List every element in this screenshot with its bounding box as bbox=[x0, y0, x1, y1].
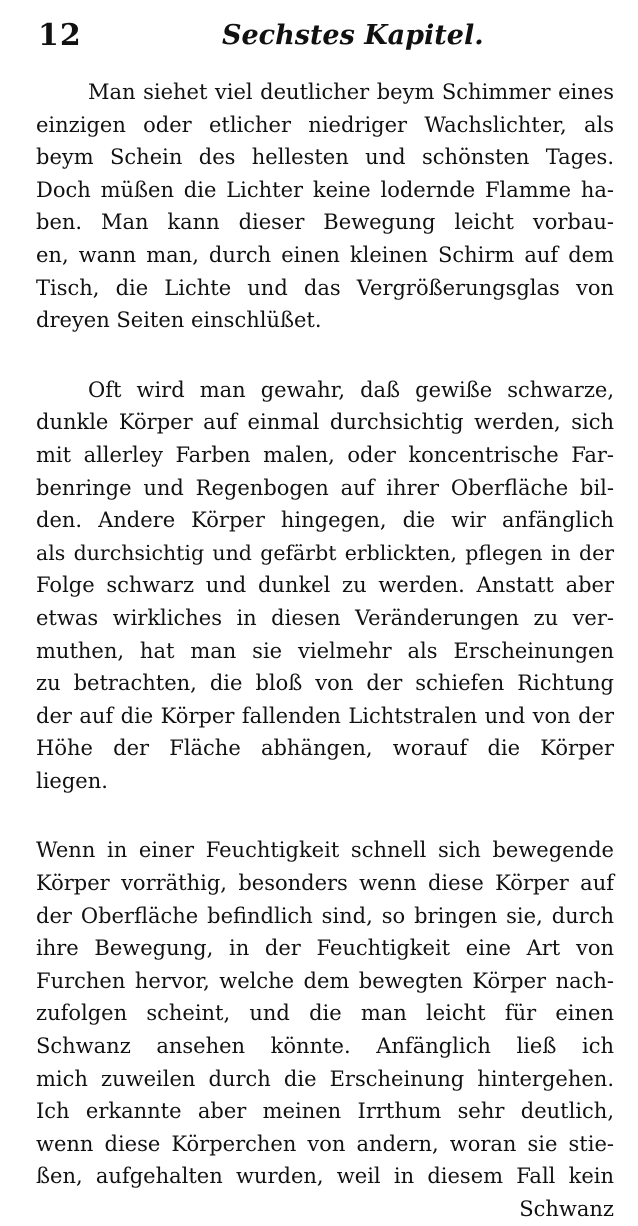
text-line: Doch müßen die Lichter keine lodernde Flamme ha- bbox=[36, 177, 614, 202]
paragraph-gap bbox=[36, 337, 614, 374]
text-line: ben. Man kann dieser Bewegung leicht vorbau- bbox=[36, 210, 614, 235]
text-line: Höhe der Fläche abhängen, worauf die Körper bbox=[36, 736, 614, 761]
catchword: Schwanz bbox=[519, 1197, 614, 1221]
text-line: benringe und Regenbogen auf ihrer Oberfläche bil- bbox=[36, 475, 614, 500]
running-head: Sechstes Kapitel. bbox=[222, 20, 484, 51]
text-line: als durchsichtig und gefärbt erblickten, pflegen in der bbox=[36, 540, 614, 565]
text-line: der Oberfläche befindlich sind, so bringen sie, durch bbox=[36, 903, 614, 928]
text-line: wenn diese Körperchen von andern, woran sie stie- bbox=[36, 1131, 614, 1156]
body-text bbox=[36, 76, 614, 1226]
text-line: beym Schein des hellesten und schönsten Tages. bbox=[36, 145, 614, 170]
text-line: liegen. bbox=[36, 768, 108, 793]
text-line: Folge schwarz und dunkel zu werden. Anstatt aber bbox=[36, 573, 614, 598]
text-line: Oft wird man gewahr, daß gewiße schwarze, bbox=[88, 377, 614, 402]
text-line: den. Andere Körper hingegen, die wir anfänglich bbox=[36, 508, 614, 533]
page-header bbox=[0, 14, 638, 58]
text-line: ßen, aufgehalten wurden, weil in diesem Fall kein bbox=[36, 1164, 614, 1189]
text-line: etwas wirkliches in diesen Veränderungen zu ver- bbox=[36, 605, 614, 630]
text-line: Ich erkannte aber meinen Irrthum sehr deutlich, bbox=[36, 1099, 614, 1124]
text-line: mit allerley Farben malen, oder koncentrische Far- bbox=[36, 442, 614, 467]
text-line: muthen, hat man sie vielmehr als Erscheinungen bbox=[36, 638, 614, 663]
text-line: der auf die Körper fallenden Lichtstralen und von der bbox=[36, 703, 614, 728]
text-line: mich zuweilen durch die Erscheinung hintergehen. bbox=[36, 1066, 614, 1091]
text-line: Furchen hervor, welche dem bewegten Körper nach- bbox=[36, 968, 614, 993]
text-line: Wenn in einer Feuchtigkeit schnell sich bewegende bbox=[36, 838, 614, 863]
page-number: 12 bbox=[38, 18, 82, 53]
paragraph-1 bbox=[36, 76, 614, 337]
paragraph-3 bbox=[36, 834, 614, 1193]
text-line: einzigen oder etlicher niedriger Wachslichter, als bbox=[36, 112, 614, 137]
text-line: dunkle Körper auf einmal durchsichtig werden, sich bbox=[36, 410, 614, 435]
text-line: zu betrachten, die bloß von der schiefen Richtung bbox=[36, 671, 614, 696]
text-line: Tisch, die Lichte und das Vergrößerungsglas von bbox=[36, 275, 614, 300]
paragraph-gap bbox=[36, 797, 614, 834]
text-line: Körper vorräthig, besonders wenn diese Körper auf bbox=[36, 871, 614, 896]
text-line: zufolgen scheint, und die man leicht für einen bbox=[36, 1001, 614, 1026]
text-line: ihre Bewegung, in der Feuchtigkeit eine Art von bbox=[36, 936, 614, 961]
text-line: Man siehet viel deutlicher beym Schimmer eines bbox=[88, 80, 614, 104]
text-line: en, wann man, durch einen kleinen Schirm auf dem bbox=[36, 242, 614, 267]
text-line: Schwanz ansehen könnte. Anfänglich ließ ich bbox=[36, 1034, 614, 1059]
paragraph-2 bbox=[36, 374, 614, 798]
text-line: dreyen Seiten einschlüßet. bbox=[36, 308, 322, 333]
